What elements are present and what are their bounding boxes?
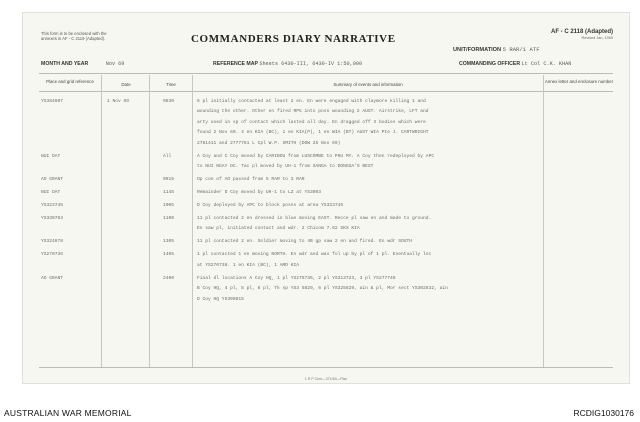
revised-date: Revised Jan, 1969 <box>581 36 613 40</box>
entry-text-line: at YS270738. 1 en KIA (BC), 1 AMD KIA <box>197 262 299 268</box>
entry-text-line: D Coy deployed by APC to block posns at area YS323745 <box>197 203 344 208</box>
entry-place: AO GRANT <box>41 177 64 182</box>
entry-text-line: 11 pl contacted 2 en dressed in blue moving EAST. Recce pl saw en and made to ground. <box>197 216 432 221</box>
entry-text-line: A Coy and C Coy moved by CARIBOU from LUSCOMBE to PHU MY. A Coy then redeployed by APC <box>197 153 435 159</box>
column-divider <box>192 75 193 367</box>
entry-text-line: Op con of AO passed from 5 RAR to 3 RAR <box>197 177 305 182</box>
header-rule-top <box>39 73 613 74</box>
entry-place: NUI DAT <box>41 153 61 159</box>
col-head-date: Date <box>121 82 131 87</box>
entry-time: 1005 <box>163 203 175 208</box>
entry-place: YS384607 <box>41 99 64 104</box>
col-head-summary: Summary of events and information <box>333 82 403 87</box>
entry-place: YS324678 <box>41 239 64 245</box>
record-id: RCDIG1030176 <box>573 408 634 418</box>
unit-value: 5 RAR/1 ATF <box>502 46 540 53</box>
officer-value: Lt Col C.K. KHAN <box>521 61 572 67</box>
print-code: 1 R P Ckm—371/69—Plac <box>304 377 348 381</box>
col-head-annex: Annex letter and enclosure number <box>544 79 614 84</box>
col-head-place: Place and grid reference <box>46 79 94 84</box>
entry-text-line: 2781411 and 2777781 L Cpl W.P. SMITH (DOW 25 Nov 69) <box>197 140 341 146</box>
reference-label: REFERENCE MAP <box>213 61 258 67</box>
entry-time: 2400 <box>163 275 175 281</box>
column-divider <box>543 75 544 367</box>
entry-time: 1405 <box>163 252 175 258</box>
entry-place: AO GRANT <box>41 275 64 281</box>
table-bottom-rule <box>39 367 613 368</box>
column-divider <box>149 75 150 367</box>
unit-label: UNIT/FORMATION <box>453 47 502 53</box>
institution-name: AUSTRALIAN WAR MEMORIAL <box>4 408 132 418</box>
entry-time: All <box>163 153 172 159</box>
officer-label: COMMANDING OFFICER <box>459 61 521 67</box>
page-title: COMMANDERS DIARY NARRATIVE <box>191 33 396 45</box>
reference-value: Sheets 6430-III, 6430-IV 1:50,000 <box>259 61 363 67</box>
entry-time: 1145 <box>163 190 175 195</box>
month-year <box>41 61 124 67</box>
entry-text-line: B Coy HQ, 4 pl, 5 pl, 6 pl, Tk sp YS3 5829, 6 pl YS325829, ain & pl, Mor sect YS302832, ain <box>197 286 448 292</box>
entry-text-line: 1 pl contacted 1 en moving NORTH. En wdr and was fol up by pl of 1 pl. Eventually loc <box>197 252 432 258</box>
entry-place: YS323745 <box>41 203 64 208</box>
entry-time: 0915 <box>163 177 175 182</box>
month-label: MONTH AND YEAR <box>41 61 89 67</box>
entry-text-line: 11 pl contacted 2 en. Soldier moving to 4B gp saw 2 en and fired. En wdr SOUTH <box>197 239 413 245</box>
entry-text-line: 6 pl initially contacted at least 2 en. En were engaged with claymore killing 1 and <box>197 99 426 104</box>
month-value: Nov 69 <box>105 61 125 67</box>
form-number: AF - C 2118 (Adapted) <box>550 29 613 35</box>
entry-text-line: Remainder D Coy moved by UH-1 to LZ at YS3083 <box>197 190 322 195</box>
commanding-officer <box>459 61 571 67</box>
entry-text-line: found 2 Nov 69. 4 en KIA (BC), 1 en KIA(P), 1 en WIA (BT) AUST WIA Pte J. CARTWRIGHT <box>197 130 429 136</box>
entry-date: 1 Nov 69 <box>107 99 130 104</box>
entry-text-line: wounding the other. Other en fired RPG into posn wounding 2 AUST. Airstrike, LFT and <box>197 109 429 115</box>
entry-text-line: to NUI NGAY DC. Tac pl moved by UH-1 from SANGA to DONGGA'S BEST <box>197 164 374 169</box>
diary-page <box>22 12 630 384</box>
archive-caption <box>0 404 640 422</box>
entry-place: YS330763 <box>41 216 64 221</box>
entry-text-line: D Coy HQ YS300815 <box>197 296 244 302</box>
entry-text-line: Final dl locations A Coy HQ, 1 pl YS275735, 2 pl YS313723, 3 pl YS277746 <box>197 275 396 281</box>
unit-formation <box>453 46 540 53</box>
header-rule-bottom <box>39 91 613 92</box>
column-divider <box>101 75 102 367</box>
entry-text-line: arty used in sp of contact which lasted all day. En dragged off 3 bodies which were <box>197 119 426 125</box>
entry-place: NUI DAT <box>41 190 61 195</box>
col-head-time: Time <box>166 82 176 87</box>
form-note: This form is to be enclosed with the annexes in AF - C 2119 (Adapted). <box>41 31 107 41</box>
reference-map <box>213 61 362 67</box>
entry-time: 1305 <box>163 239 175 245</box>
entry-text-line: En saw pl, initiated contact and wdr. 2 Chicom 7.62 SKS KIA <box>197 226 360 232</box>
entry-place: YS270736 <box>41 252 64 258</box>
entry-time: 1100 <box>163 216 175 221</box>
entry-time: 0830 <box>163 99 175 104</box>
